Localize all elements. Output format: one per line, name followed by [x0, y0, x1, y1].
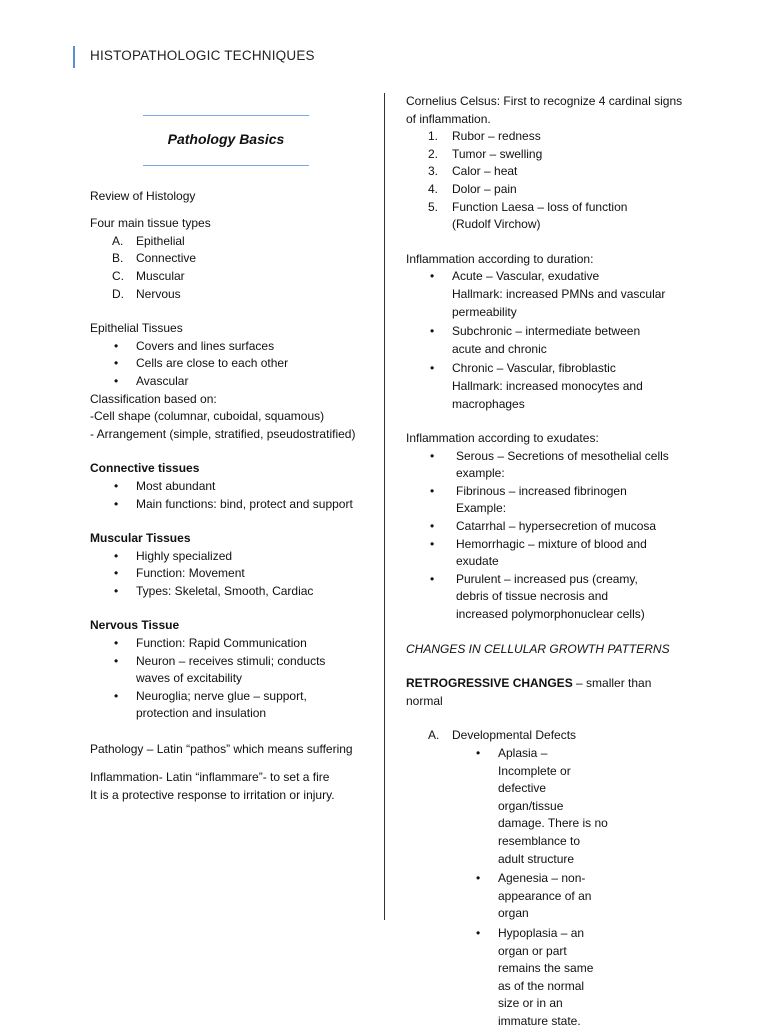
growth-patterns-heading: CHANGES IN CELLULAR GROWTH PATTERNS	[406, 641, 670, 656]
list-item: 1. Rubor – redness	[428, 129, 541, 144]
list-item: 5. Function Laesa – loss of function (Rudolf Virchow)	[428, 199, 628, 232]
muscular-list	[90, 548, 362, 601]
list-item: • Aplasia – Incomplete or defective organ/tissue damage. There is no resemblance to adult structure	[476, 746, 608, 866]
four-types-heading: Four main tissue types	[90, 216, 211, 231]
column-divider	[384, 93, 385, 920]
pathology-definition: Pathology – Latin “pathos” which means suffering	[90, 742, 353, 757]
list-item: • Neuroglia; nerve glue – support, protection and insulation	[114, 688, 307, 721]
list-item: 3. Calor – heat	[428, 164, 518, 179]
exudates-list	[406, 448, 688, 624]
connective-list	[90, 478, 362, 513]
list-item: A. Epithelial	[112, 233, 185, 248]
list-item: B. Connective	[112, 251, 197, 266]
list-item: A. Developmental Defects	[428, 728, 577, 743]
list-item: • Catarrhal – hypersecretion of mucosa	[430, 519, 657, 534]
nervous-list	[90, 635, 362, 723]
cardinal-signs-list	[406, 128, 688, 234]
four-types-list	[90, 233, 362, 303]
list-item: • Highly specialized	[114, 548, 233, 563]
connective-heading: Connective tissues	[90, 461, 200, 476]
list-item: • Function: Rapid Communication	[114, 636, 307, 651]
list-item: • Most abundant	[114, 478, 216, 493]
duration-list	[406, 268, 688, 413]
right-column	[406, 93, 688, 1031]
duration-heading: Inflammation according to duration:	[406, 251, 594, 266]
list-item: • Covers and lines surfaces	[114, 338, 275, 353]
list-item: • Agenesia – non-appearance of an organ	[476, 871, 592, 921]
epithelial-list	[90, 338, 362, 391]
section-title: Pathology Basics	[167, 131, 285, 147]
celsus-text: Cornelius Celsus: First to recognize 4 cardinal signs of inflammation.	[406, 94, 683, 126]
inflammation-description: It is a protective response to irritation or injury.	[90, 787, 335, 802]
list-item: • Avascular	[114, 373, 189, 388]
document-header: HISTOPATHOLOGIC TECHNIQUES	[90, 48, 315, 63]
title-rule-top	[143, 115, 309, 116]
list-item: • Types: Skeletal, Smooth, Cardiac	[114, 583, 314, 598]
epithelial-heading: Epithelial Tissues	[90, 321, 183, 336]
list-item: 2. Tumor – swelling	[428, 146, 543, 161]
list-item: • Fibrinous – increased fibrinogen Example:	[430, 483, 627, 516]
list-item: • Cells are close to each other	[114, 356, 289, 371]
muscular-heading: Muscular Tissues	[90, 531, 191, 546]
nervous-heading: Nervous Tissue	[90, 618, 180, 633]
list-item: • Main functions: bind, protect and support	[114, 496, 353, 511]
developmental-defects-list	[406, 745, 688, 1031]
list-item: D. Nervous	[112, 286, 181, 301]
list-item: • Neuron – receives stimuli; conducts waves of excitability	[114, 653, 326, 686]
list-item: • Serous – Secretions of mesothelial cells example:	[430, 448, 669, 481]
list-item: • Acute – Vascular, exudative Hallmark: increased PMNs and vascular permeability	[430, 269, 666, 319]
list-item: • Subchronic – intermediate between acute and chronic	[430, 324, 641, 356]
list-item: • Chronic – Vascular, fibroblastic Hallmark: increased monocytes and macrophages	[430, 361, 643, 411]
list-item: 4. Dolor – pain	[428, 181, 517, 196]
list-item: C. Muscular	[112, 268, 185, 283]
classification-text: Classification based on:	[90, 391, 217, 406]
cell-shape-text: -Cell shape (columnar, cuboidal, squamous)	[90, 409, 325, 424]
list-item: • Purulent – increased pus (creamy, debris of tissue necrosis and increased polymorphonuclear cells)	[430, 571, 645, 622]
developmental-list	[406, 727, 688, 745]
list-item: • Function: Movement	[114, 566, 245, 581]
left-column	[90, 115, 362, 804]
exudates-heading: Inflammation according to exudates:	[406, 431, 599, 446]
list-item: • Hypoplasia – an organ or part remains the same as of the normal size or in an immature state.	[476, 925, 594, 1028]
list-item: • Hemorrhagic – mixture of blood and exudate	[430, 536, 647, 569]
review-heading: Review of Histology	[90, 188, 196, 203]
arrangement-text: - Arrangement (simple, stratified, pseudostratified)	[90, 426, 356, 441]
header-accent-bar	[73, 46, 75, 68]
retrogressive-heading: RETROGRESSIVE CHANGES – smaller than normal	[406, 676, 652, 708]
inflammation-definition: Inflammation- Latin “inflammare”- to set a fire	[90, 770, 330, 785]
